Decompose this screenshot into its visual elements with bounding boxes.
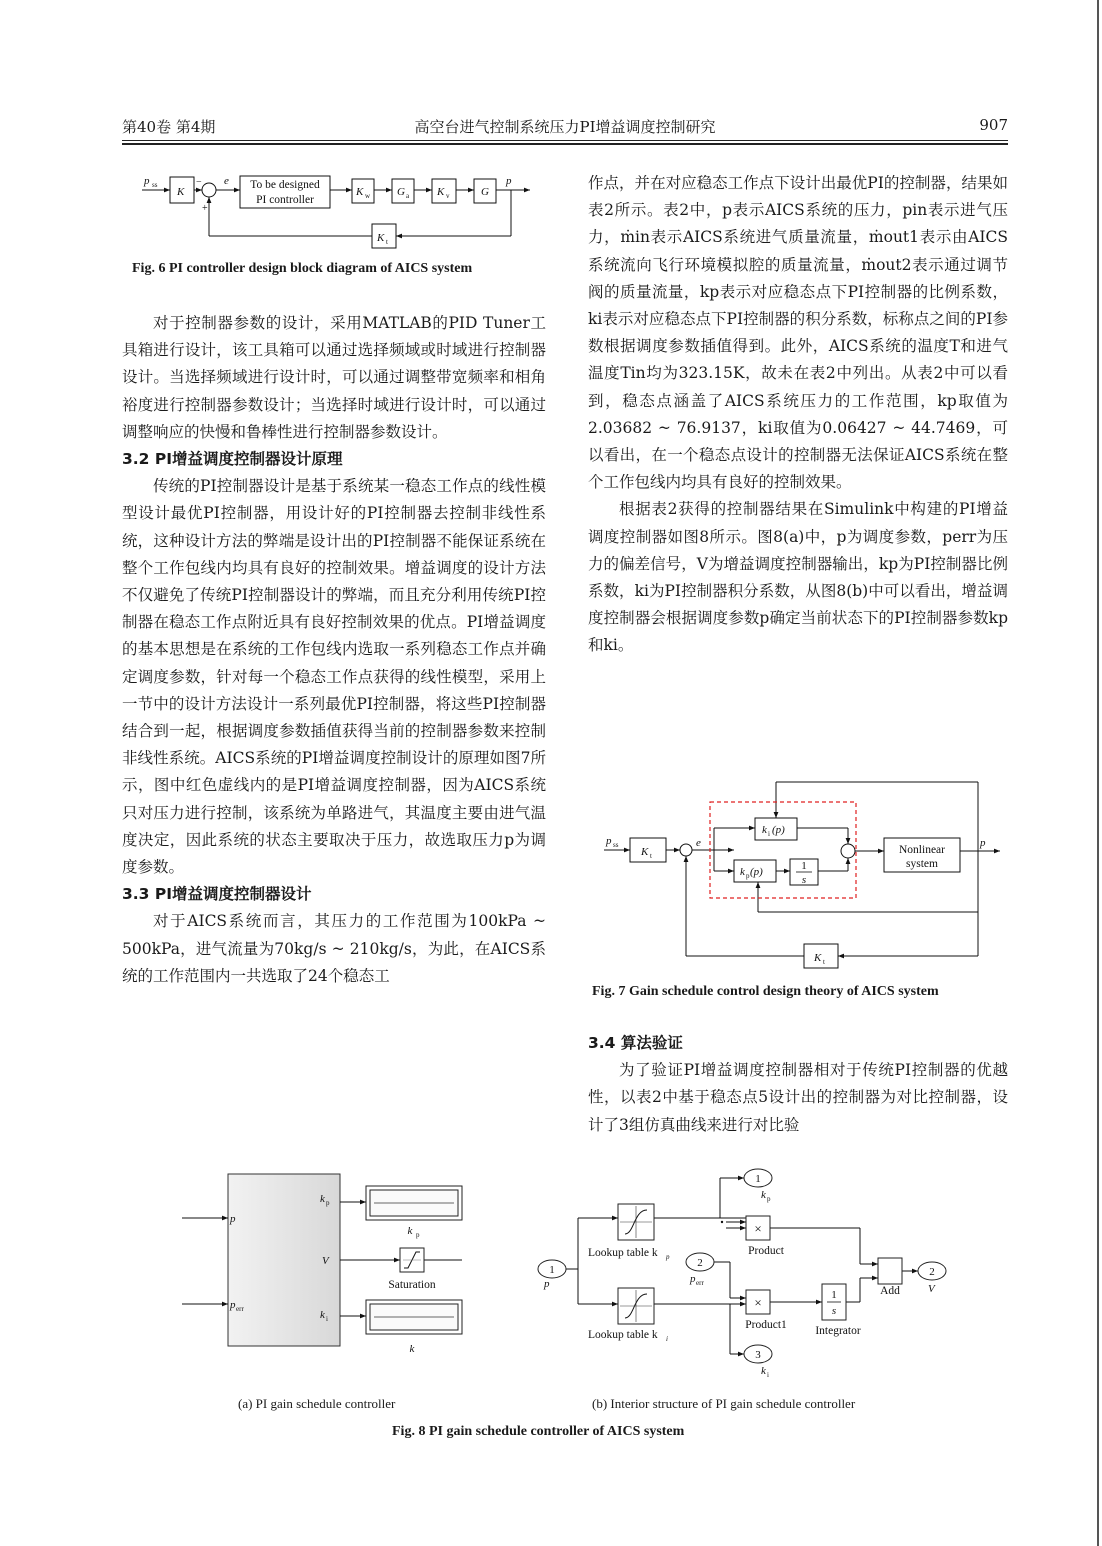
left-para-1: 对于控制器参数的设计，采用MATLAB的PID Tuner工具箱进行设计，该工具箱可以通过选择频域或时域进行控制器设计。当选择频域进行设计时，可以通过调整带宽频率和相角裕度进行控制器参数设计；当选择时域进行设计时，可以通过调整响应的快慢和鲁棒性进行控制器参数设计。 xyxy=(122,314,546,441)
fig7-plant-label1: Nonlinear xyxy=(899,844,945,856)
fig7-block-diagram xyxy=(600,780,1010,980)
svg-text:k: k xyxy=(761,1189,766,1201)
svg-text:G: G xyxy=(397,186,405,198)
svg-text:1: 1 xyxy=(549,1264,555,1276)
svg-text:i: i xyxy=(768,830,770,838)
svg-text:K: K xyxy=(437,186,445,198)
product-label: Product xyxy=(748,1245,784,1257)
svg-text:K: K xyxy=(356,186,364,198)
left-column xyxy=(122,310,546,990)
right-column-bottom xyxy=(588,1030,1008,1139)
fig6-input-label: p xyxy=(144,175,150,187)
fig8b-subcaption: (b) Interior structure of PI gain schedule controller xyxy=(592,1396,856,1411)
svg-text:err: err xyxy=(236,1305,244,1313)
saturation-label: Saturation xyxy=(388,1279,436,1291)
fig8-caption: Fig. 8 PI gain schedule controller of AICS system xyxy=(392,1424,685,1439)
add-label: Add xyxy=(880,1285,900,1297)
fig8a-subcaption: (a) PI gain schedule controller xyxy=(238,1396,396,1411)
fig6-caption: Fig. 6 PI controller design block diagram of AICS system xyxy=(132,261,473,276)
svg-text:+: + xyxy=(202,203,208,214)
svg-text:V: V xyxy=(322,1255,329,1267)
running-header xyxy=(122,116,1008,140)
fig7-caption: Fig. 7 Gain schedule control design theory of AICS system xyxy=(592,984,939,999)
svg-text:e: e xyxy=(696,837,701,849)
journal-volume: 第40卷 第4期 xyxy=(122,118,216,136)
svg-text:(p): (p) xyxy=(750,866,763,878)
lookup-table-kp-label: Lookup table k xyxy=(588,1247,658,1259)
svg-text:1: 1 xyxy=(801,860,807,872)
section-3-3-heading: 3.3 PI增益调度控制器设计 xyxy=(122,885,312,904)
svg-text:s: s xyxy=(801,874,807,886)
svg-text:V: V xyxy=(928,1283,935,1295)
fig8a-simulink-block xyxy=(180,1168,480,1368)
svg-text:p: p xyxy=(416,1231,420,1239)
running-title: 高空台进气控制系统压力PI增益调度控制研究 xyxy=(414,118,716,136)
svg-text:1: 1 xyxy=(831,1289,837,1301)
svg-text:2: 2 xyxy=(929,1266,935,1278)
svg-text:v: v xyxy=(446,192,450,200)
svg-text:i: i xyxy=(767,1371,769,1379)
page-number: 907 xyxy=(979,116,1008,134)
svg-text:G: G xyxy=(481,186,489,198)
fig8b-simulink-structure xyxy=(530,1164,970,1394)
lookup-table-ki-label: Lookup table k xyxy=(588,1329,658,1341)
header-rule-thick xyxy=(122,143,1008,145)
svg-text:(p): (p) xyxy=(772,824,785,836)
svg-text:k: k xyxy=(762,824,767,836)
page-edge xyxy=(1097,0,1099,1546)
left-para-2: 传统的PI控制器设计是基于系统某一稳态工作点的线性模型设计最优PI控制器，用设计好的PI控制器去控制非线性系统，这种设计方法的弊端是设计出的PI控制器不能保证系统在整个工作包线内均具有良好的控制效果。增益调度的设计方法不仅避免了传统PI控制器设计的弊端，而且充分利用传统PI控制器在稳态工作点附近具有良好控制效果的优点。PI增益调度的基本思想是在系统的工作包线内选取一系列稳态工作点并确定调度参数，针对每一个稳态工作点获得的线性模型，采用上一节中的设计方法设计一系列最优PI控制器，将这些PI控制器结合到一起，根据调度参数插值获得当前的控制器参数来控制非线性系统。AICS系统的PI增益调度控制设计的原理如图7所示，图中红色虚线内的是PI增益调度控制器，因为AICS系统只对压力进行控制，该系统为单路进气，其温度主要由进气温度决定，因此系统的状态主要取决于压力，故选取压力p为调度参数。 xyxy=(122,477,546,877)
product1-label: Product1 xyxy=(745,1319,787,1331)
fig7-input-label: p xyxy=(606,835,612,847)
svg-text:p: p xyxy=(230,1299,236,1311)
svg-text:K: K xyxy=(641,846,649,858)
svg-text:×: × xyxy=(754,1295,762,1310)
svg-text:p: p xyxy=(746,872,750,880)
svg-text:2: 2 xyxy=(697,1257,703,1269)
svg-text:K: K xyxy=(814,952,822,964)
right-para-2: 根据表2获得的控制器结果在Simulink中构建的PI增益调度控制器如图8所示。图8(a)中，p为调度参数，perr为压力的偏差信号，V为增益调度控制器输出，kp为PI控制器比例系数，ki为PI控制器积分系数，从图8(b)中可以看出，增益调度控制器会根据调度参数p确定当前状态下的PI控制器参数kp和ki。 xyxy=(588,500,1008,655)
svg-text:k: k xyxy=(740,866,745,878)
svg-text:p: p xyxy=(767,1195,771,1203)
fig7-output-label: p xyxy=(980,837,986,849)
svg-text:p: p xyxy=(326,1199,330,1207)
svg-text:3: 3 xyxy=(755,1349,761,1361)
fig6-block-diagram xyxy=(140,166,540,252)
svg-text:a: a xyxy=(406,192,410,200)
svg-text:s: s xyxy=(831,1305,837,1317)
svg-text:k: k xyxy=(761,1365,766,1377)
svg-text:k: k xyxy=(320,1193,325,1205)
svg-text:i: i xyxy=(666,1335,668,1343)
header-rule-thin xyxy=(122,140,1008,141)
section-3-4-heading: 3.4 算法验证 xyxy=(588,1034,683,1052)
right-column-top xyxy=(588,170,1008,660)
svg-text:w: w xyxy=(365,192,371,200)
fig6-output-label: p xyxy=(506,175,512,187)
svg-text:t: t xyxy=(650,852,652,860)
svg-text:i: i xyxy=(326,1315,328,1323)
svg-text:p: p xyxy=(230,1213,236,1225)
svg-text:−: − xyxy=(196,177,202,188)
svg-text:e: e xyxy=(224,175,229,187)
svg-text:p: p xyxy=(690,1273,696,1285)
svg-text:t: t xyxy=(823,958,825,966)
svg-text:k: k xyxy=(320,1309,325,1321)
right-para-3: 为了验证PI增益调度控制器相对于传统PI控制器的优越性，以表2中基于稳态点5设计出的控制器为对比控制器，设计了3组仿真曲线来进行对比验 xyxy=(588,1061,1008,1134)
svg-text:×: × xyxy=(754,1221,762,1236)
svg-text:ss: ss xyxy=(152,181,158,189)
fig6-controller-label1: To be designed xyxy=(250,179,320,191)
right-para-1: 作点，并在对应稳态工作点下设计出最优PI的控制器，结果如表2所示。表2中，p表示AICS系统的压力，pin表示进气压力，ṁin表示AICS系统进气质量流量，ṁout1表示由AICS系统流向飞行环境模拟腔的质量流量，ṁout2表示通过调节阀的质量流量，kp表示对应稳态点下PI控制器的比例系数，ki表示对应稳态点下PI控制器的积分系数，标称点之间的PI参数根据调度参数插值得到。此外，AICS系统的温度T和进气温度Tin均为323.15K，故未在表2中列出。从表2中可以看到，稳态点涵盖了AICS系统压力的工作范围，kp取值为2.03682 ~ 76.9137，ki取值为0.06427 ~ 44.7469，可以看出，在一个稳态点设计的控制器无法保证AICS系统在整个工作包线内均具有良好的控制效果。 xyxy=(588,174,1008,492)
svg-text:k: k xyxy=(407,1225,413,1237)
svg-text:ss: ss xyxy=(613,841,619,849)
section-3-2-heading: 3.2 PI增益调度控制器设计原理 xyxy=(122,450,343,469)
svg-text:K: K xyxy=(377,232,385,244)
svg-text:p: p xyxy=(666,1253,670,1261)
left-para-3: 对于AICS系统而言，其压力的工作范围为100kPa ~ 500kPa，进气流量为70kg/s ~ 210kg/s，为此，在AICS系统的工作范围内一共选取了24个稳态工 xyxy=(122,912,546,985)
integrator-label: Integrator xyxy=(815,1325,861,1337)
svg-text:err: err xyxy=(696,1279,704,1287)
fig7-plant-label2: system xyxy=(906,858,938,870)
svg-text:K: K xyxy=(177,186,185,198)
svg-text:k: k xyxy=(409,1343,415,1355)
svg-text:t: t xyxy=(386,238,388,246)
svg-text:p: p xyxy=(544,1278,550,1290)
svg-text:1: 1 xyxy=(755,1173,761,1185)
fig6-controller-label2: PI controller xyxy=(256,194,314,206)
